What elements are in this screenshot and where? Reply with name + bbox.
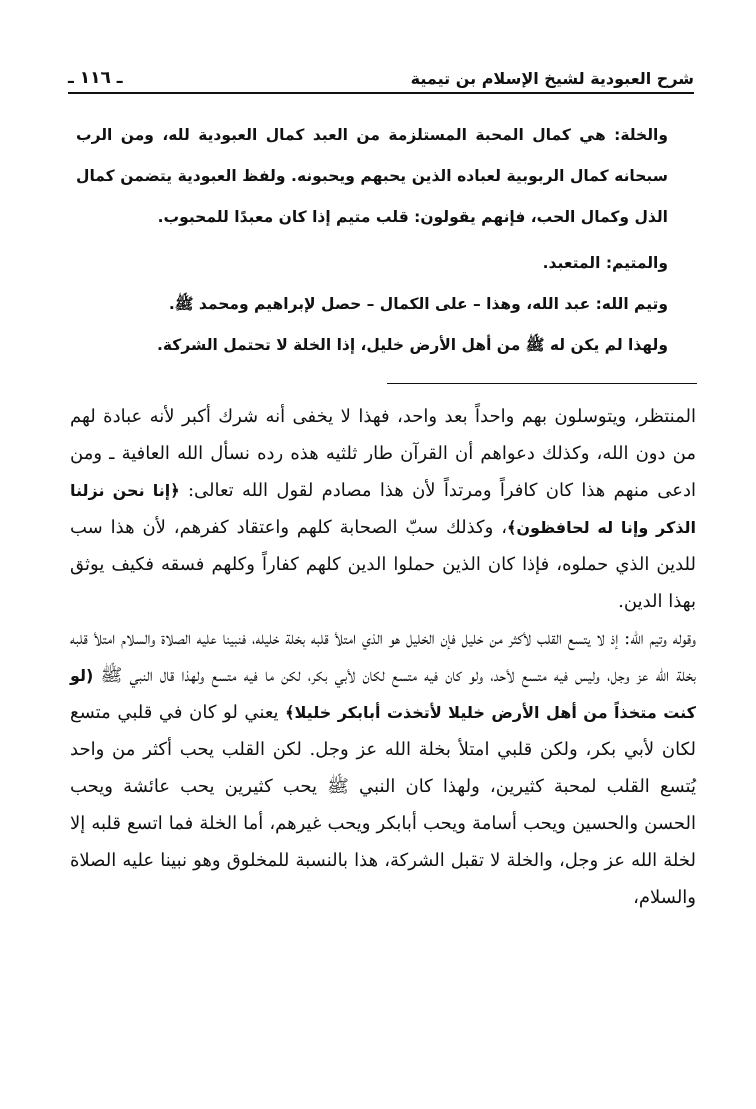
hadith-quote: (لو كنت متخذاً من أهل الأرض خليلا لأتخذت أبابكر خليلا﴾ [70,666,696,722]
commentary-mutayyam: والمتيم: المتعبد. [542,254,668,272]
commentary-no-khalil: ولهذا لم يكن له ﷺ من أهل الأرض خليل، إذا الخلة لا تحتمل الشركة. [157,336,668,354]
commentary-taym-allah: وتيم الله: عبد الله، وهذا – على الكمال – حصل لإبراهيم ومحمد ﷺ. [168,295,668,313]
paragraph-2-text-b: يعني لو كان في قلبي متسع لكان لأبي بكر، ولكن قلبي امتلأ بخلة الله عز وجل. لكن القلب يحب أكثر من واحد يُتسع القلب لمحبة كثيرين، ولهذا كان النبي ﷺ يحب كثيرين يحب عائشة ويحب الحسن والحسين ويحب أسامة ويحب أبابكر ويحب غيرهم، أما الخلة فما اتسع قلبه إلا لخلة الله عز وجل، والخلة لا تقبل الشركة، هذا بالنسبة للمخلوق وهو نبينا عليه الصلاة والسلام، [70,702,696,908]
paragraph-1-text-b: ، وكذلك سبّ الصحابة كلهم واعتقاد كفرهم، لأن هذا سب للدين الذي حملوه، فإذا كان الذين حملوا الدين كلهم كفاراً وكلهم فسقه فكيف يوثق بهذا الدين. [70,517,696,612]
paragraph-2-text-a: وقوله وتيم الله: إذ لا يتسع القلب لأكثر من خليل فإن الخليل هو الذي امتلأ قلبه بخلة خليله، فنبينا عليه الصلاة والسلام امتلأ قلبه بخلة الله عز وجل، وليس فيه متسع لأحد، ولو كان فيه متسع لكان لأبي بكر، لكن ما فيه متسع ولهذا قال النبي ﷺ [70,628,696,686]
quran-verse: ﴿إنا نحن نزلنا الذكر وإنا له لحافظون﴾ [70,481,697,537]
main-text [70,398,696,916]
commentary-block [76,115,698,366]
page-number: ـ ١١٦ ـ [68,68,123,88]
separator-rule [387,383,697,384]
paragraph-2 [70,620,696,916]
paragraph-1 [70,398,696,620]
running-header [68,58,694,94]
paragraph-1-text-a: المنتظر، ويتوسلون بهم واحداً بعد واحد، فهذا لا يخفى أنه شرك أكبر لأنه عبادة لهم من دون الله، وكذلك دعواهم أن القرآن طار ثلثيه هذه رده نسأل الله العافية ـ ومن ادعى منهم هذا كان كافراً ومرتداً لأن هذا مصادم لقول الله تعالى: [70,406,696,501]
commentary-khulla-definition: والخلة: هي كمال المحبة المستلزمة من العبد كمال العبودية لله، ومن الرب سبحانه كمال الربوبية لعباده الذين يحبهم ويحبونه. ولفظ العبودية يتضمن كمال الذل وكمال الحب، فإنهم يقولون: قلب متيم إذا كان معبدًا للمحبوب. [76,126,668,226]
book-title: شرح العبودية لشيخ الإسلام بن تيمية [410,69,694,88]
